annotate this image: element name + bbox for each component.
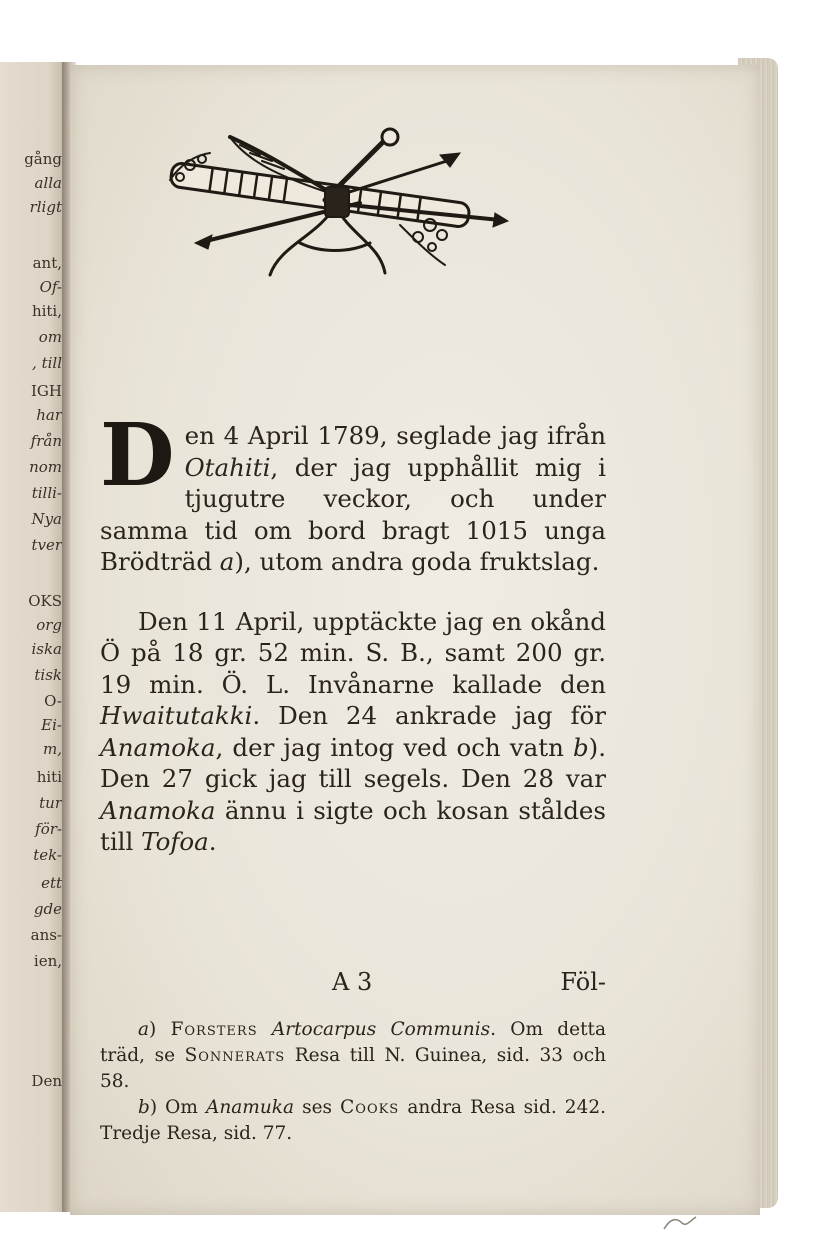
facing-page-line: ett (41, 874, 62, 892)
footnote-a (100, 1017, 606, 1095)
paragraph2-segment: Tofoa (141, 827, 209, 856)
paragraph-1 (100, 405, 606, 578)
facing-page-line: hiti, (31, 302, 62, 320)
catchword: Föl- (560, 968, 606, 996)
facing-page-line: ans- (30, 926, 62, 944)
footnote_a-segment: Resa till N. Guinea, sid. 33 och 58. (100, 1045, 606, 1092)
facing-page-line: m, (43, 740, 62, 758)
facing-page-line: Of- (39, 278, 62, 296)
paragraph2-segment: b (572, 732, 589, 762)
facing-page-line: OKS (28, 592, 62, 610)
facing-page-line: , till (32, 354, 62, 372)
facing-page-line: iska (31, 640, 62, 658)
footnote_a-segment (258, 1019, 272, 1040)
paragraph2-segment: Anamoka (100, 732, 216, 762)
footnote_b-segment: Anamuka (205, 1097, 294, 1118)
facing-page-line: om (38, 328, 62, 346)
footnote_a-segment: Sonnerats (184, 1045, 286, 1066)
footnote-b (100, 1095, 606, 1147)
paragraph2-segment: ). Den 27 gick jag till segels. Den 28 var (100, 732, 606, 793)
pencil-mark (660, 1213, 700, 1235)
facing-page-line: O- (44, 692, 62, 710)
footnote_a-segment: . Om detta träd, se (100, 1019, 606, 1066)
facing-page-line: gde (33, 900, 62, 918)
facing-page-line: hiti (36, 768, 62, 786)
facing-page-line: IGH (31, 382, 62, 400)
signature-mark: A 3 (332, 968, 373, 996)
facing-page-line: tisk (34, 666, 62, 684)
facing-page-line: tek- (33, 846, 62, 864)
footnote_b-segment: b (138, 1097, 150, 1118)
facing-page-line: har (36, 406, 62, 424)
paragraph1-segment: a (219, 547, 235, 576)
paragraph2-segment: Anamoka (100, 795, 216, 825)
paragraph-1-body (100, 405, 606, 576)
facing-page-line: ien, (33, 952, 62, 970)
paragraph2-segment: ännu i sigte och kosan ståldes till (100, 795, 606, 856)
paragraph-2 (100, 606, 606, 858)
facing-page (0, 62, 70, 1212)
bleed-through-text: ⠀ (540, 193, 557, 218)
paragraph1-segment: en 4 April 1789, seglade jag ifrån (184, 421, 606, 450)
facing-page-line: från (30, 432, 62, 450)
facing-page-line: gång (24, 150, 62, 168)
footnote_a-segment: Artocarpus Communis (271, 1019, 491, 1040)
facing-page-line: nom (29, 458, 62, 476)
paragraph2-segment: . Den 24 ankrade jag för (252, 701, 606, 730)
facing-page-line: Nya (31, 510, 62, 528)
facing-page-line: tur (39, 794, 62, 812)
facing-page-line: alla (34, 174, 62, 192)
facing-page-line: för- (35, 820, 62, 838)
paragraph2-segment: , der jag intog ved och vatn (215, 732, 573, 762)
facing-page-line: Den (31, 1072, 62, 1090)
footnote_a-segment: a (138, 1019, 150, 1040)
facing-page-line: org (36, 616, 62, 634)
page-foot (100, 968, 606, 1002)
footnote_b-segment: ses (293, 1097, 341, 1118)
paragraph1-segment: Otahiti (184, 452, 271, 482)
paragraph2-segment: Hwaitutakki (100, 701, 253, 730)
footnotes (100, 1017, 606, 1147)
footnote_b-segment: ) Om (149, 1097, 206, 1118)
footnote_b-segment: Cooks (340, 1097, 400, 1118)
footnote_b-segment: andra Resa sid. 242. Tredje Resa, sid. 77. (100, 1097, 606, 1144)
facing-page-line: tilli- (31, 484, 62, 502)
paragraph1-segment: , der jag upphållit mig i tjugutre veckor, och under samma tid om bord bragt 1015 unga Brödträd (100, 452, 606, 576)
facing-page-line: ant, (32, 254, 62, 272)
facing-page-line: rligt (29, 198, 62, 216)
footnote_a-segment: ) (149, 1019, 171, 1040)
facing-page-line: Ei- (41, 716, 62, 734)
main-text (100, 405, 606, 858)
paragraph1-segment: ), utom andra goda fruktslag. (234, 547, 600, 576)
ornament-vignette (150, 125, 510, 285)
footnote_a-segment: Forsters (170, 1019, 258, 1040)
book-page (70, 65, 760, 1215)
drop-cap: D (100, 405, 175, 506)
paragraph2-segment: Den 11 April, upptäckte jag en okånd Ö på 18 gr. 52 min. S. B., samt 200 gr. 19 min. Ö. L. Invånarne kallade den (100, 606, 606, 699)
facing-page-line: tver (31, 536, 62, 554)
paragraph2-segment: . (208, 827, 217, 856)
